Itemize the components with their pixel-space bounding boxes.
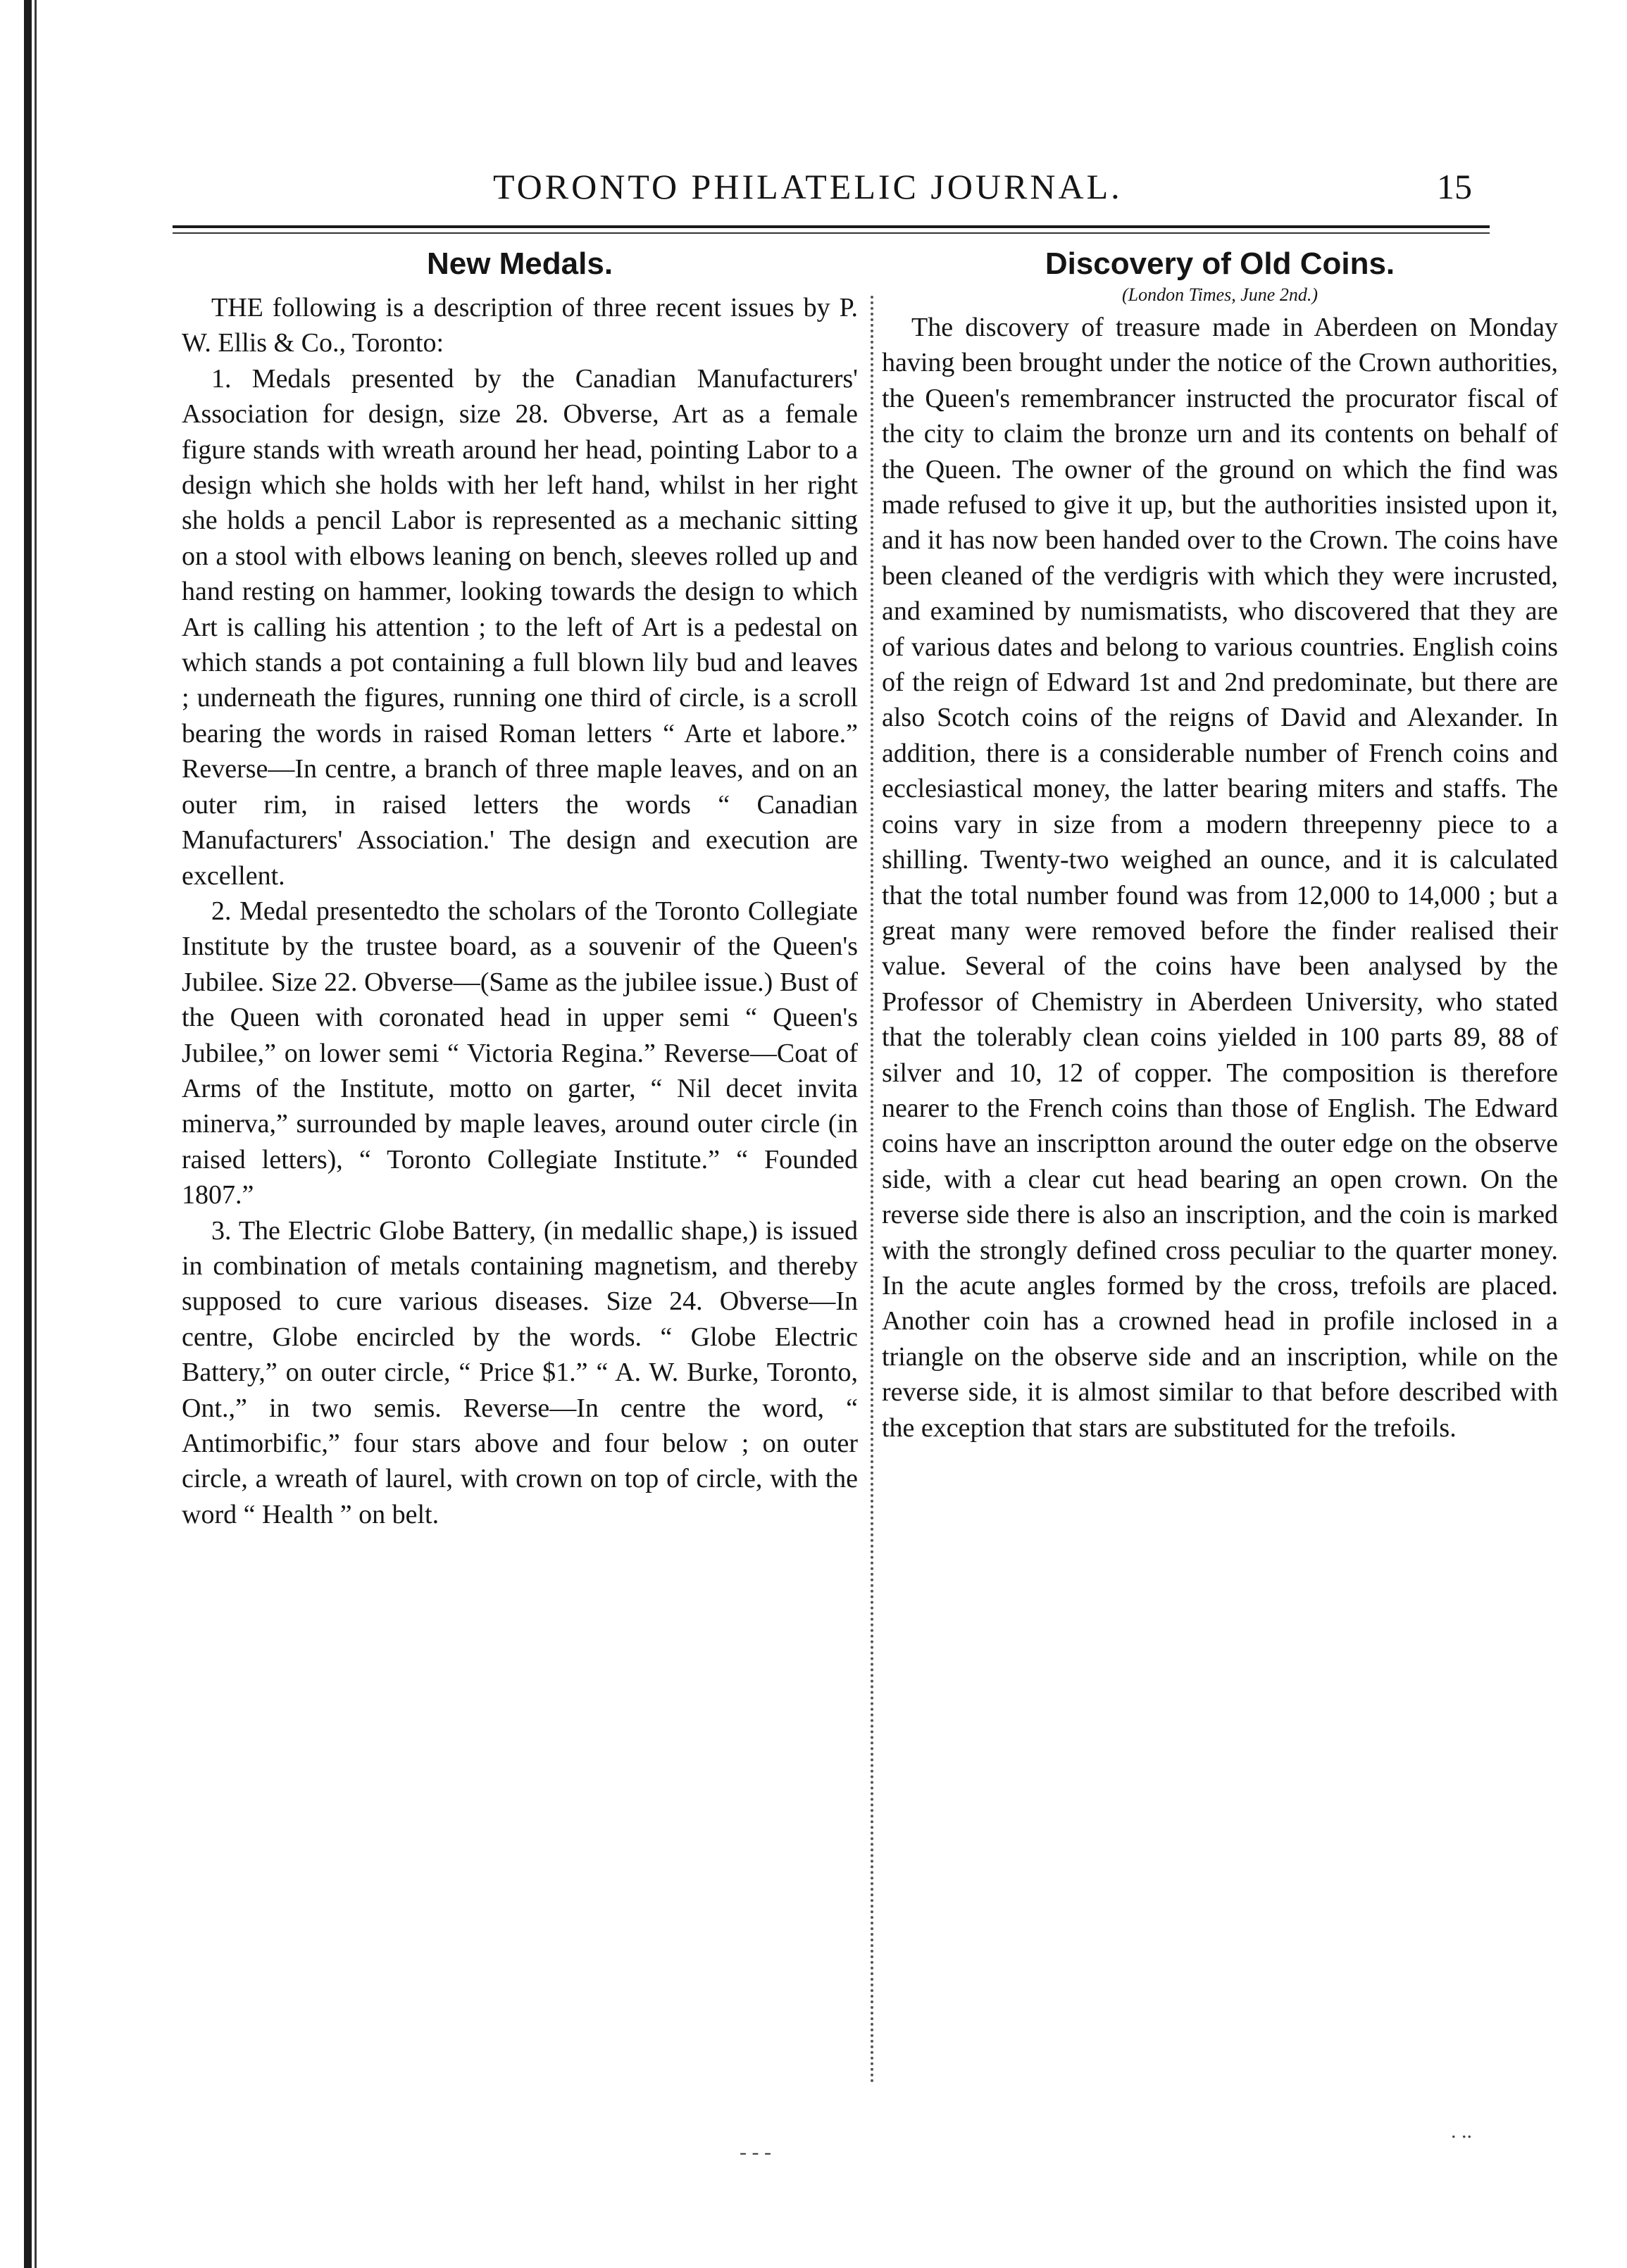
- header-rule: [173, 225, 1490, 228]
- page-number: 15: [1437, 167, 1472, 206]
- printer-mark: - - -: [740, 2141, 771, 2164]
- header-rule-thin: [173, 232, 1490, 234]
- page-header: [162, 166, 1486, 223]
- printer-mark-right: . ..: [1451, 2119, 1472, 2143]
- article-source: (London Times, June 2nd.): [1121, 284, 1319, 305]
- medal-item-2: 2. Medal presentedto the scholars of the Toronto Collegiate Institute by the trustee board, as a souvenir of the Queen's Jubilee. Size 22. Obverse—(Same as the jubilee issue.) Bust of the Queen with coronated head in upper semi “ Queen's Jubilee,” on lower semi “ Victoria Regina.” Reverse—Coat of Arms of the Institute, motto on garter, “ Nil decet invita minerva,” surrounded by maple leaves, around outer circle (in raised letters), “ Toronto Collegiate Institute.” “ Founded 1807.”: [182, 896, 858, 1210]
- intro-paragraph: THE following is a description of three recent issues by P. W. Ellis & Co., Toronto:: [182, 293, 858, 358]
- column-divider: [871, 296, 873, 2084]
- right-column: [882, 239, 1558, 1446]
- left-column: [182, 239, 858, 1532]
- medal-item-3: 3. The Electric Globe Battery, (in medallic shape,) is issued in combination of metals containing magnetism, and thereby supposed to cure various diseases. Size 24. Obverse—In centre, Globe encircled by the words. “ Globe Electric Battery,” on outer circle, “ Price $1.” “ A. W. Burke, Toronto, Ont.,” in two semis. Reverse—In centre the word, “ Antimorbific,” four stars above and four below ; on outer circle, a wreath of laurel, with crown on top of circle, with the word “ Health ” on belt.: [182, 1215, 858, 1529]
- journal-title: TORONTO PHILATELIC JOURNAL.: [493, 167, 1123, 206]
- binding-edge: [24, 0, 32, 2268]
- binding-edge-inner: [35, 0, 37, 2268]
- medal-item-1: 1. Medals presented by the Canadian Manufacturers' Association for design, size 28. Obverse, Art as a female figure stands with wreath around her head, pointing Labor to a design which she holds with her left hand, whilst in her right she holds a pencil Labor is represented as a mechanic sitting on a stool with elbows leaning on bench, sleeves rolled up and hand resting on hammer, looking towards the design to which Art is calling his attention ; to the left of Art is a pedestal on which stands a pot containing a full blown lily bud and leaves ; underneath the figures, running one third of circle, is a scroll bearing the words in raised Roman letters “ Arte et labore.” Reverse—In centre, a branch of three maple leaves, and on an outer rim, in raised letters the words “ Canadian Manufacturers' Association.' The design and execution are excellent.: [182, 363, 858, 891]
- article-title-old-coins: Discovery of Old Coins.: [1045, 246, 1395, 281]
- article-title-new-medals: New Medals.: [426, 246, 613, 281]
- coins-body: The discovery of treasure made in Aberdeen on Monday having been brought under the notice of the Crown authorities, the Queen's remembrancer instructed the procurator fiscal of the city to claim the bronze urn and its contents on behalf of the Queen. The owner of the ground on which the find was made refused to give it up, but the authorities insisted upon it, and it has now been handed over to the Crown. The coins have been cleaned of the verdigris with which they were incrusted, and examined by numismatists, who discovered that they are of various dates and belong to various countries. English coins of the reign of Edward 1st and 2nd predominate, but there are also Scotch coins of the reigns of David and Alexander. In addition, there is a considerable number of French coins and ecclesiastical money, the latter bearing miters and staffs. The coins vary in size from a modern threepenny piece to a shilling. Twenty-two weighed an ounce, and it is calculated that the total number found was from 12,000 to 14,000 ; but a great many were removed before the finder realised their value. Several of the coins have been analysed by the Professor of Chemistry in Aberdeen University, who stated that the tolerably clean coins yielded in 100 parts 89, 88 of silver and 10, 12 of copper. The composition is therefore nearer to the French coins than those of English. The Edward coins have an inscriptton around the outer edge on the observe side, with a clear cut head bearing an open crown. On the reverse side there is also an inscription, and the coin is marked with the strongly defined cross peculiar to the quarter money. In the acute angles formed by the cross, trefoils are placed. Another coin has a crowned head in profile inclosed in a triangle on the observe side and an inscription, while on the reverse side, it is almost similar to that before described with the exception that stars are substituted for the trefoils.: [882, 313, 1558, 1443]
